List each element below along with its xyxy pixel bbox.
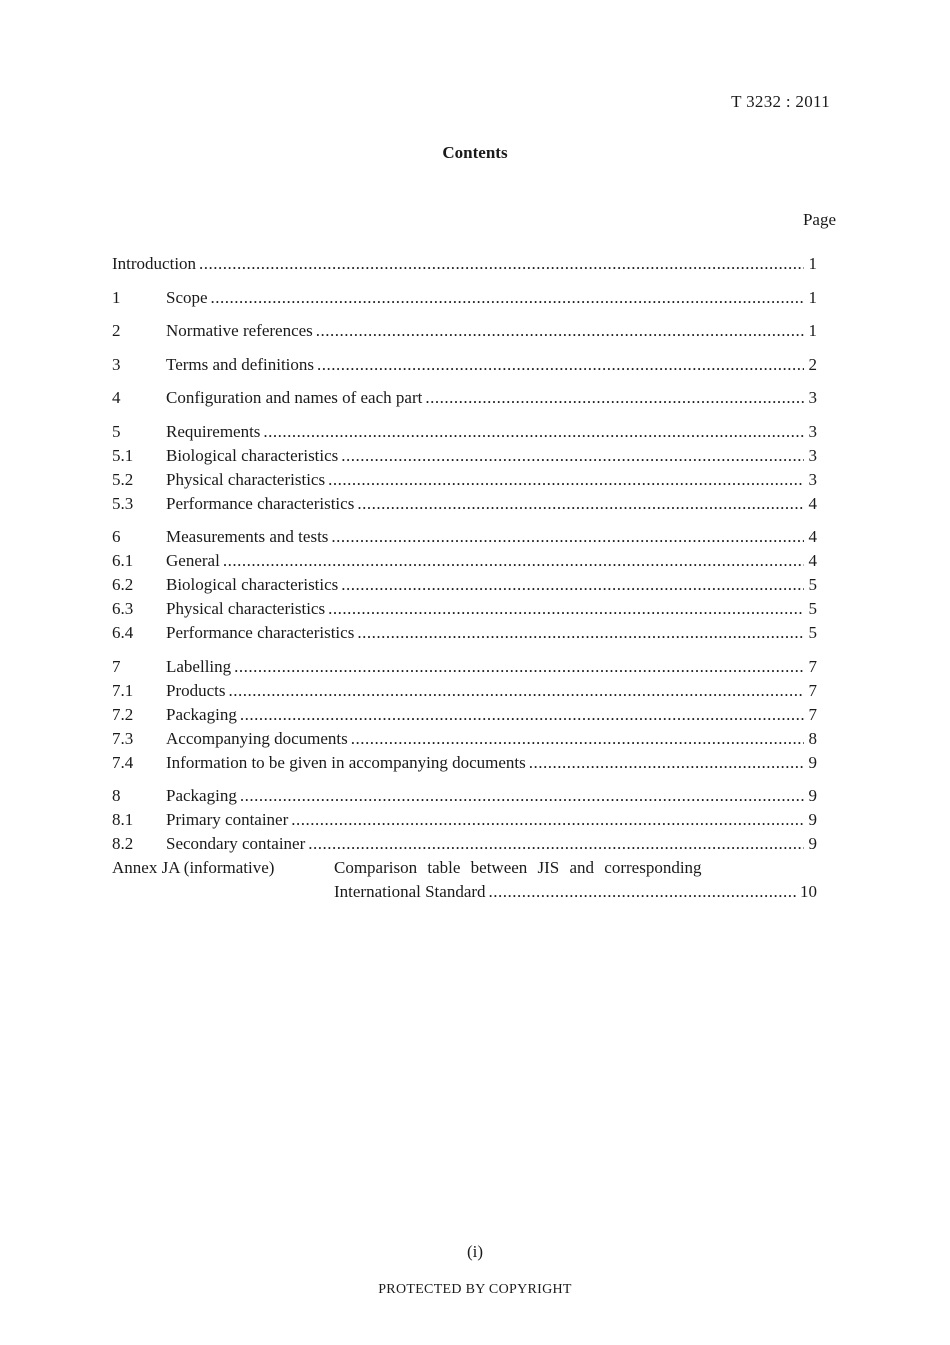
dot-leader: [357, 492, 804, 516]
annex-label: Annex JA (informative): [112, 858, 275, 877]
toc-entry-title: Secondary container: [166, 834, 306, 853]
toc-entry-title: Performance characteristics: [166, 493, 355, 513]
dot-leader: [317, 353, 804, 377]
toc-entry-number: 5: [112, 421, 121, 441]
toc-entry[interactable]: [112, 420, 817, 444]
toc-entry-title: Physical characteristics: [166, 599, 326, 618]
toc-entry-title: Introduction: [112, 254, 197, 273]
dot-leader: [234, 655, 804, 679]
toc-entry-number: 7: [112, 656, 121, 676]
toc-entry-title: Information to be given in accompanying documents: [166, 752, 526, 772]
toc-entry-page: 5: [808, 599, 817, 618]
toc-entry-page: 4: [808, 493, 817, 513]
toc-entry-title: Measurements and tests: [166, 527, 329, 546]
toc-entry-page: 3: [808, 388, 817, 407]
toc-entry[interactable]: [112, 353, 817, 377]
toc-entry-page: 1: [808, 254, 817, 273]
toc-entry-page: 1: [808, 321, 817, 340]
toc-entry-title: Physical characteristics: [166, 469, 326, 489]
toc-entry[interactable]: [112, 492, 817, 516]
toc-entry[interactable]: [112, 655, 817, 679]
toc-entry-number: 8: [112, 786, 121, 805]
toc-entry-title: Primary container: [166, 810, 289, 829]
toc-entry[interactable]: [112, 597, 817, 621]
dot-leader: [240, 703, 804, 727]
toc-entry-page: 9: [808, 786, 817, 805]
toc-entry[interactable]: [112, 319, 817, 343]
toc-entry-number: 8.2: [112, 834, 134, 853]
toc-entry-title: Labelling: [166, 656, 232, 676]
toc-entry-page: 1: [808, 287, 817, 307]
dot-leader: [331, 525, 804, 549]
toc-entry-page: 7: [808, 704, 817, 724]
dot-leader: [341, 573, 804, 597]
toc-entry-page: 9: [808, 752, 817, 772]
dot-leader: [489, 880, 797, 904]
copyright-notice: PROTECTED BY COPYRIGHT: [378, 1282, 572, 1297]
toc-entry-title: Packaging: [166, 786, 237, 805]
toc-entry[interactable]: [112, 549, 817, 573]
toc-entry-number: 5.2: [112, 469, 134, 489]
toc-entry-number: 7.4: [112, 752, 134, 772]
toc-entry-number: 6: [112, 527, 121, 546]
dot-leader: [328, 468, 804, 492]
toc-entry[interactable]: [112, 832, 817, 856]
toc-entry-number: 5.1: [112, 445, 134, 465]
toc-entry-page: 9: [808, 810, 817, 829]
toc-entry-page: 4: [808, 527, 817, 546]
toc-spacer: [112, 410, 817, 420]
toc-entry[interactable]: [112, 525, 817, 549]
toc-entry[interactable]: [112, 468, 817, 492]
toc-entry-title: Performance characteristics: [166, 623, 355, 642]
dot-leader: [529, 751, 804, 775]
toc-entry-title: Normative references: [166, 321, 313, 340]
toc-entry-page: 7: [808, 680, 817, 700]
toc-entry-number: 7.3: [112, 728, 134, 748]
dot-leader: [308, 832, 804, 856]
toc-entry-title: Requirements: [166, 421, 261, 441]
dot-leader: [328, 597, 804, 621]
toc-entry-number: 6.4: [112, 623, 134, 642]
toc-entry-page: 9: [808, 834, 817, 853]
toc-entry-title: Scope: [166, 287, 208, 307]
toc-entry-number: 8.1: [112, 810, 134, 829]
toc-entry[interactable]: [112, 573, 817, 597]
toc-entry-page: 3: [808, 469, 817, 489]
toc-entry[interactable]: [112, 751, 817, 775]
dot-leader: [223, 549, 804, 573]
toc-entry-title: Configuration and names of each part: [166, 388, 423, 407]
toc-entry-number: 6.1: [112, 551, 134, 570]
toc-entry-page: 4: [808, 551, 817, 570]
toc-entry[interactable]: [112, 679, 817, 703]
standard-number: T 3232 : 2011: [731, 92, 830, 111]
toc-spacer: [112, 377, 817, 387]
toc-entry[interactable]: [112, 808, 817, 832]
dot-leader: [211, 286, 804, 310]
toc-entry-page: 8: [808, 728, 817, 748]
toc-entry-page: 3: [808, 445, 817, 465]
dot-leader: [316, 319, 804, 343]
toc-spacer: [112, 343, 817, 353]
toc-entry-page: 5: [808, 623, 817, 642]
toc-spacer: [112, 645, 817, 655]
toc-entry[interactable]: [112, 286, 817, 310]
annex-page: 10: [800, 882, 817, 901]
toc-entry-number: 6.3: [112, 599, 134, 618]
dot-leader: [229, 679, 805, 703]
toc-entry[interactable]: [112, 444, 817, 468]
page-title: Contents: [442, 143, 508, 162]
toc-entry-number: 6.2: [112, 575, 134, 594]
dot-leader: [240, 784, 804, 808]
toc-entry-page: 5: [808, 575, 817, 594]
dot-leader: [263, 420, 804, 444]
toc-entry-number: 5.3: [112, 493, 134, 513]
toc-entry-page: 2: [808, 354, 817, 374]
toc-entry-number: 3: [112, 354, 121, 374]
toc-entry-title: Accompanying documents: [166, 728, 348, 748]
toc-entry-title: Products: [166, 680, 226, 700]
toc-annex-entry[interactable]: [112, 856, 817, 880]
toc-entry-title: Biological characteristics: [166, 575, 339, 594]
toc-entry[interactable]: [112, 621, 817, 645]
toc-entry-number: 7.1: [112, 680, 134, 700]
toc-entry-number: 7.2: [112, 704, 134, 724]
toc-entry[interactable]: [112, 386, 817, 410]
dot-leader: [199, 252, 804, 276]
page-number: (i): [466, 1242, 484, 1261]
toc-entry-title: Packaging: [166, 704, 237, 724]
toc-entry[interactable]: [112, 784, 817, 808]
dot-leader: [425, 386, 804, 410]
toc-entry-number: 2: [112, 321, 121, 340]
dot-leader: [341, 444, 804, 468]
dot-leader: [351, 727, 804, 751]
toc-entry-number: 1: [112, 287, 121, 307]
toc-entry-title: Biological characteristics: [166, 445, 339, 465]
toc-entry-number: 4: [112, 388, 121, 407]
toc-spacer: [112, 775, 817, 785]
toc-entry[interactable]: [112, 703, 817, 727]
annex-title-line2: International Standard: [334, 882, 486, 901]
toc-spacer: [112, 516, 817, 526]
toc-annex-entry-continued[interactable]: [112, 880, 817, 904]
annex-title-line1: Comparison table between JIS and corresponding: [334, 858, 702, 877]
page-column-label: Page: [802, 210, 836, 229]
dot-leader: [291, 808, 804, 832]
toc-entry[interactable]: [112, 727, 817, 751]
toc-entry-page: 7: [808, 656, 817, 676]
toc-entry[interactable]: [112, 252, 817, 276]
toc-spacer: [112, 276, 817, 286]
toc-entry-title: Terms and definitions: [166, 354, 315, 374]
toc-spacer: [112, 310, 817, 320]
toc-entry-page: 3: [808, 421, 817, 441]
dot-leader: [357, 621, 804, 645]
table-of-contents: [112, 252, 817, 904]
toc-entry-title: General: [166, 551, 220, 570]
